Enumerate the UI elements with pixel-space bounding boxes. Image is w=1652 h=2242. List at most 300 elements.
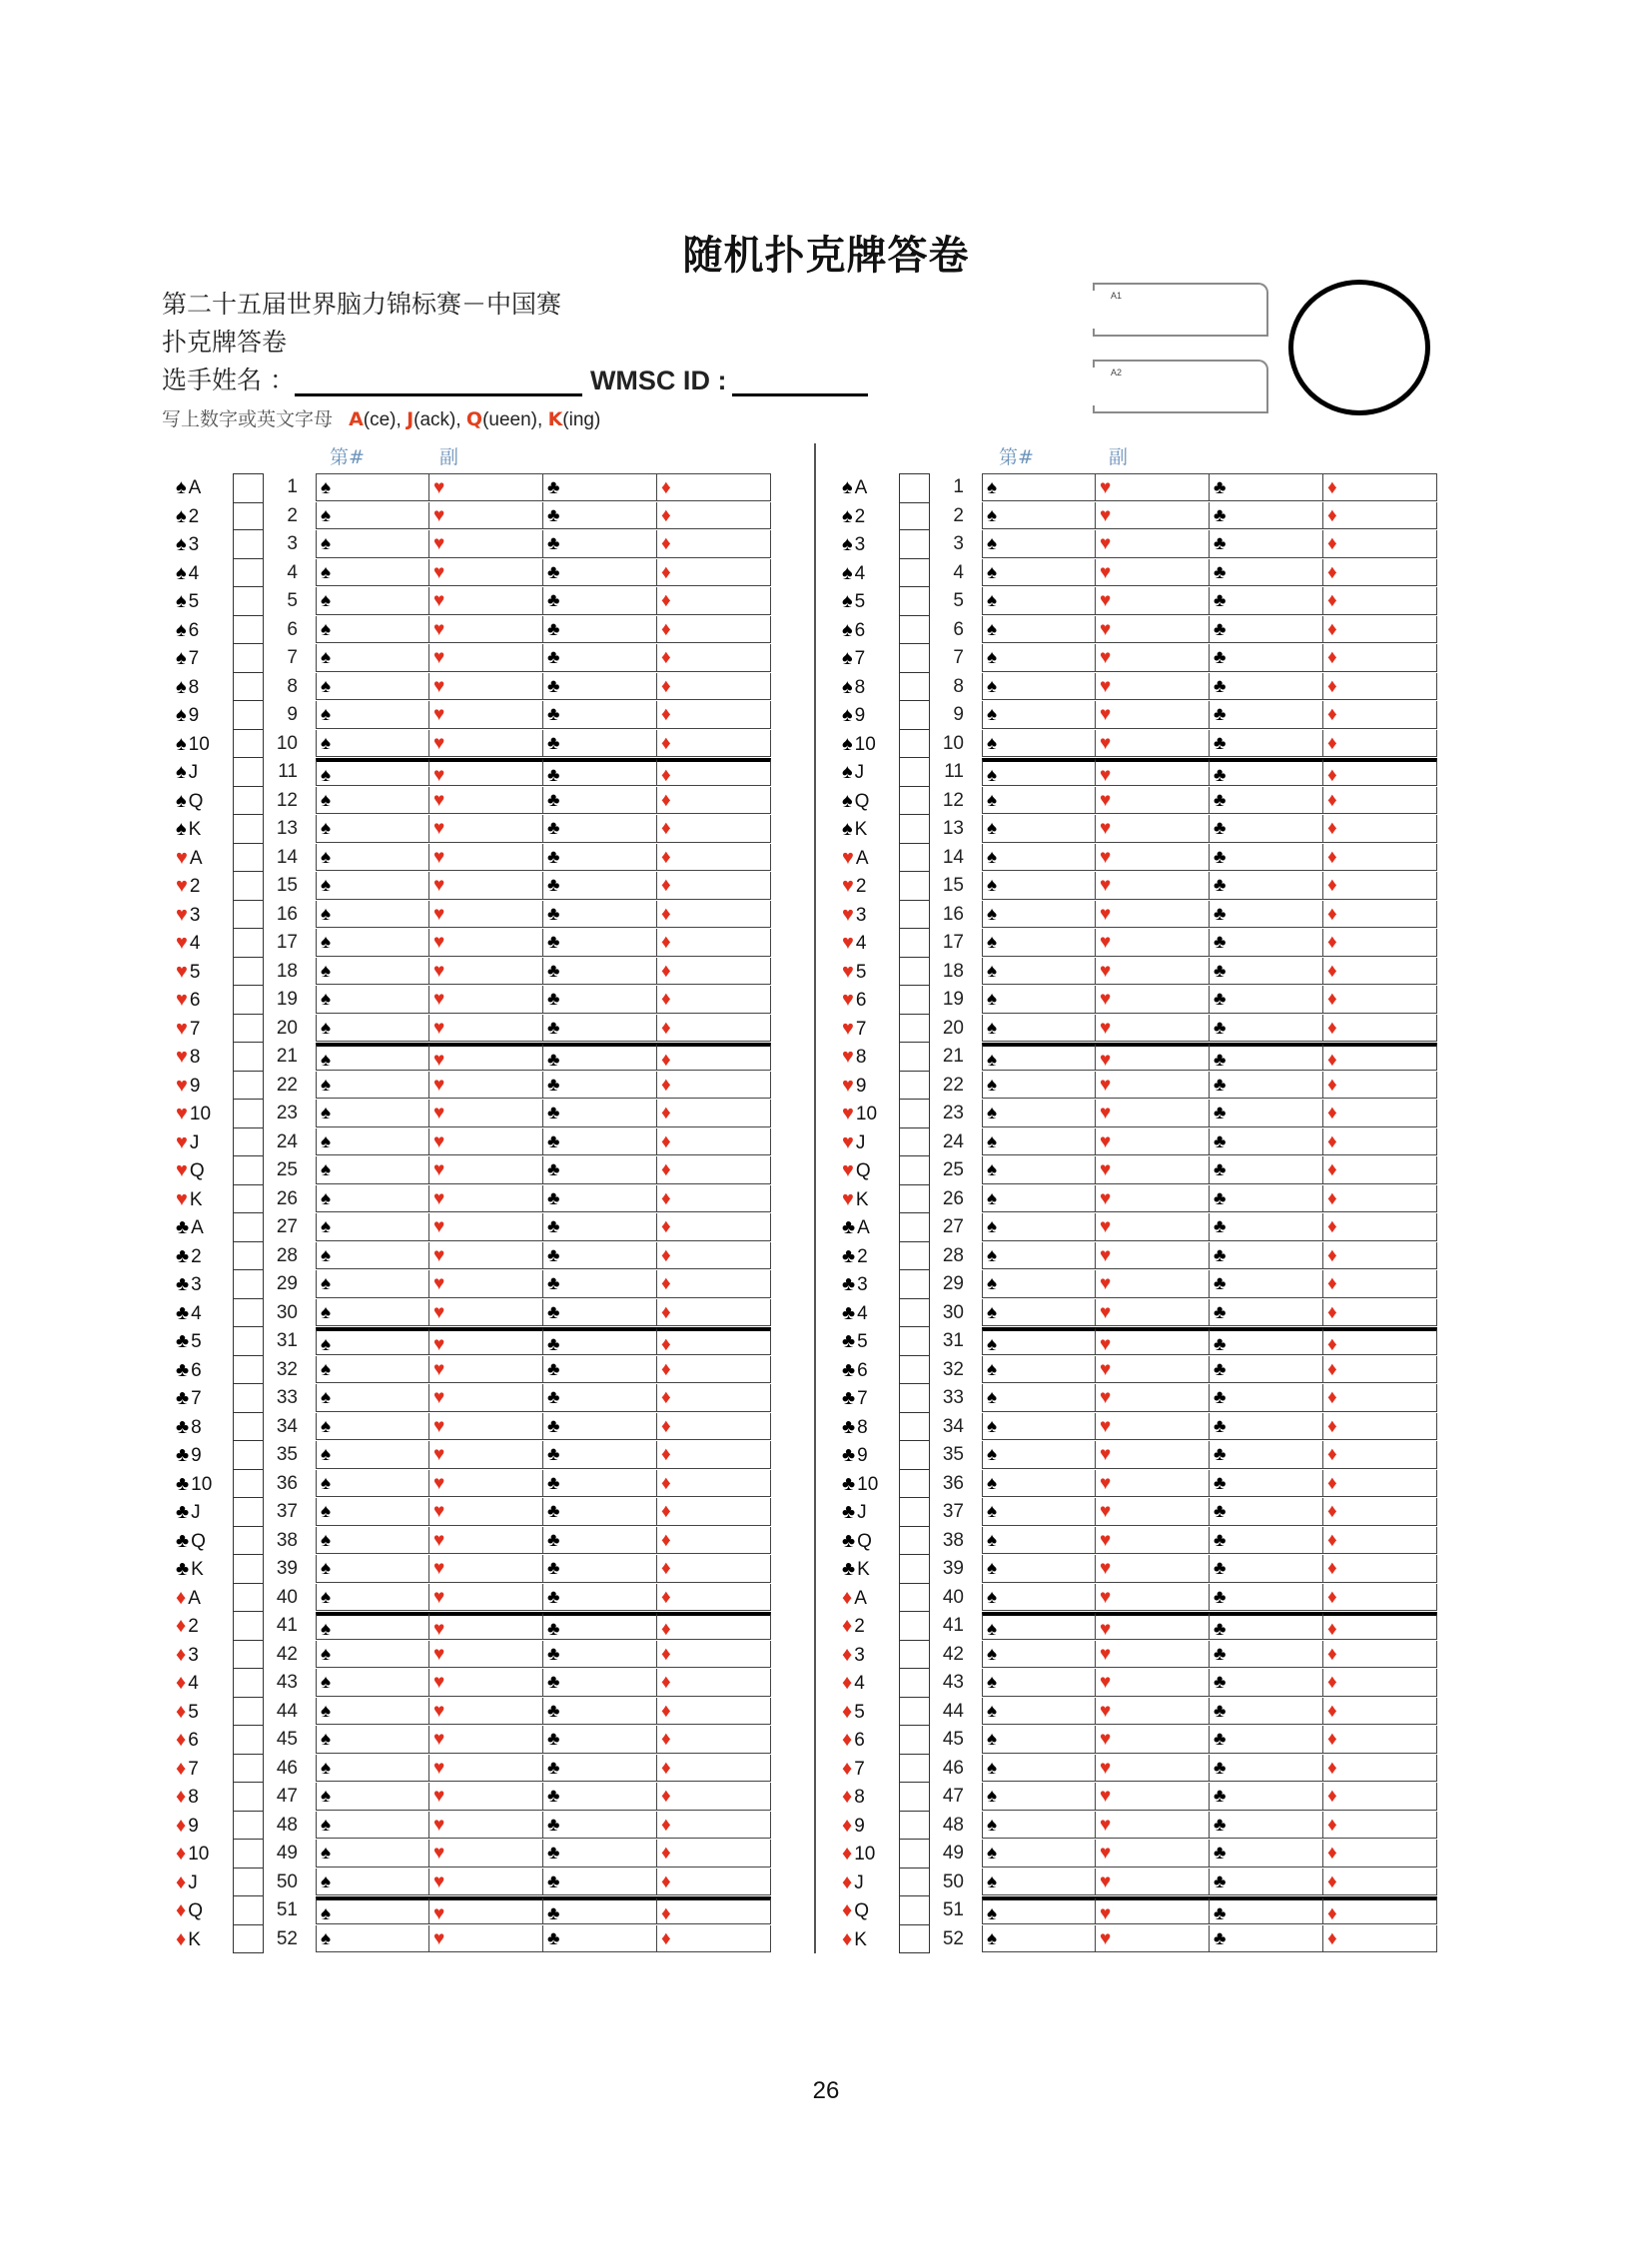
answer-cell-diamond[interactable]: [1323, 787, 1437, 815]
answer-cell-club[interactable]: [543, 473, 657, 501]
answer-cell-heart[interactable]: [1096, 587, 1210, 615]
answer-cell-diamond[interactable]: [1323, 1185, 1437, 1213]
answer-cell-club[interactable]: [1210, 587, 1323, 615]
answer-cell-spade[interactable]: [982, 1755, 1096, 1783]
answer-cell-spade[interactable]: [982, 901, 1096, 929]
answer-cell-heart[interactable]: [429, 1669, 543, 1697]
answer-cell-spade[interactable]: [982, 1299, 1096, 1327]
answer-cell-spade[interactable]: [982, 673, 1096, 701]
answer-cell-club[interactable]: [543, 1356, 657, 1384]
answer-cell-club[interactable]: [1210, 1527, 1323, 1555]
answer-cell-club[interactable]: [543, 787, 657, 815]
answer-cell-heart[interactable]: [429, 1213, 543, 1241]
answer-cell-club[interactable]: [543, 1299, 657, 1327]
answer-cell-heart[interactable]: [429, 502, 543, 530]
answer-cell-club[interactable]: [543, 1868, 657, 1896]
answer-cell-club[interactable]: [1210, 1413, 1323, 1441]
answer-cell-spade[interactable]: [316, 1612, 429, 1640]
answer-cell-diamond[interactable]: [657, 730, 771, 758]
answer-cell-heart[interactable]: [429, 1299, 543, 1327]
answer-cell-spade[interactable]: [982, 1470, 1096, 1498]
answer-cell-spade[interactable]: [316, 1527, 429, 1555]
answer-cell-heart[interactable]: [1096, 1698, 1210, 1726]
answer-cell-spade[interactable]: [316, 1755, 429, 1783]
answer-cell-spade[interactable]: [316, 787, 429, 815]
answer-cell-heart[interactable]: [1096, 1327, 1210, 1355]
answer-cell-heart[interactable]: [1096, 1072, 1210, 1100]
answer-cell-diamond[interactable]: [1323, 730, 1437, 758]
answer-cell-spade[interactable]: [982, 1896, 1096, 1924]
answer-cell-club[interactable]: [543, 1470, 657, 1498]
answer-cell-spade[interactable]: [982, 1612, 1096, 1640]
answer-cell-diamond[interactable]: [657, 1356, 771, 1384]
answer-cell-club[interactable]: [1210, 844, 1323, 872]
answer-cell-heart[interactable]: [1096, 1242, 1210, 1270]
answer-cell-club[interactable]: [543, 1128, 657, 1156]
answer-cell-spade[interactable]: [982, 1043, 1096, 1071]
answer-cell-diamond[interactable]: [657, 559, 771, 587]
answer-cell-heart[interactable]: [429, 1384, 543, 1412]
answer-cell-spade[interactable]: [982, 1812, 1096, 1840]
answer-cell-spade[interactable]: [982, 1213, 1096, 1241]
answer-cell-diamond[interactable]: [657, 1213, 771, 1241]
answer-cell-club[interactable]: [543, 758, 657, 786]
answer-cell-diamond[interactable]: [1323, 1043, 1437, 1071]
answer-cell-club[interactable]: [543, 587, 657, 615]
answer-cell-club[interactable]: [1210, 1925, 1323, 1953]
answer-cell-diamond[interactable]: [657, 1925, 771, 1953]
answer-cell-spade[interactable]: [982, 701, 1096, 729]
answer-cell-spade[interactable]: [982, 844, 1096, 872]
answer-cell-diamond[interactable]: [1323, 1840, 1437, 1868]
answer-cell-heart[interactable]: [429, 1641, 543, 1669]
answer-cell-diamond[interactable]: [657, 1470, 771, 1498]
answer-cell-heart[interactable]: [1096, 1527, 1210, 1555]
answer-cell-spade[interactable]: [982, 1072, 1096, 1100]
answer-cell-diamond[interactable]: [657, 1384, 771, 1412]
answer-cell-spade[interactable]: [982, 929, 1096, 957]
answer-cell-diamond[interactable]: [657, 1726, 771, 1754]
answer-cell-diamond[interactable]: [1323, 1584, 1437, 1612]
answer-cell-club[interactable]: [543, 1015, 657, 1043]
answer-cell-diamond[interactable]: [657, 1100, 771, 1127]
answer-cell-club[interactable]: [543, 901, 657, 929]
answer-cell-spade[interactable]: [316, 616, 429, 644]
answer-cell-diamond[interactable]: [1323, 1327, 1437, 1355]
answer-cell-spade[interactable]: [316, 1015, 429, 1043]
answer-cell-heart[interactable]: [429, 758, 543, 786]
answer-cell-heart[interactable]: [429, 730, 543, 758]
answer-cell-heart[interactable]: [1096, 559, 1210, 587]
answer-cell-spade[interactable]: [982, 1641, 1096, 1669]
answer-cell-spade[interactable]: [982, 1555, 1096, 1583]
answer-cell-diamond[interactable]: [657, 901, 771, 929]
answer-cell-diamond[interactable]: [657, 1783, 771, 1811]
answer-cell-heart[interactable]: [1096, 1441, 1210, 1469]
answer-cell-spade[interactable]: [982, 587, 1096, 615]
answer-cell-club[interactable]: [543, 1100, 657, 1127]
answer-cell-heart[interactable]: [1096, 1555, 1210, 1583]
answer-cell-spade[interactable]: [982, 1441, 1096, 1469]
answer-cell-heart[interactable]: [429, 644, 543, 672]
answer-cell-club[interactable]: [1210, 1726, 1323, 1754]
answer-cell-heart[interactable]: [429, 673, 543, 701]
answer-cell-heart[interactable]: [1096, 673, 1210, 701]
answer-cell-spade[interactable]: [982, 1925, 1096, 1953]
answer-cell-diamond[interactable]: [657, 1242, 771, 1270]
answer-cell-diamond[interactable]: [657, 1043, 771, 1071]
answer-cell-spade[interactable]: [982, 1327, 1096, 1355]
answer-cell-diamond[interactable]: [657, 644, 771, 672]
answer-cell-spade[interactable]: [316, 1925, 429, 1953]
answer-cell-heart[interactable]: [429, 701, 543, 729]
answer-cell-club[interactable]: [543, 616, 657, 644]
answer-cell-spade[interactable]: [982, 1384, 1096, 1412]
answer-cell-spade[interactable]: [316, 1384, 429, 1412]
answer-cell-spade[interactable]: [982, 1498, 1096, 1526]
answer-cell-club[interactable]: [1210, 1840, 1323, 1868]
answer-cell-club[interactable]: [1210, 1698, 1323, 1726]
answer-cell-diamond[interactable]: [1323, 1698, 1437, 1726]
answer-cell-heart[interactable]: [429, 1470, 543, 1498]
answer-cell-club[interactable]: [543, 1584, 657, 1612]
answer-cell-heart[interactable]: [429, 872, 543, 900]
answer-cell-heart[interactable]: [1096, 1498, 1210, 1526]
answer-cell-spade[interactable]: [982, 473, 1096, 501]
answer-cell-spade[interactable]: [316, 1100, 429, 1127]
answer-cell-club[interactable]: [543, 1726, 657, 1754]
answer-cell-club[interactable]: [543, 1669, 657, 1697]
answer-cell-diamond[interactable]: [657, 1498, 771, 1526]
answer-cell-club[interactable]: [543, 1156, 657, 1184]
answer-cell-heart[interactable]: [429, 958, 543, 986]
answer-cell-diamond[interactable]: [1323, 1299, 1437, 1327]
answer-cell-spade[interactable]: [982, 1527, 1096, 1555]
answer-cell-diamond[interactable]: [657, 1896, 771, 1924]
answer-cell-diamond[interactable]: [1323, 1868, 1437, 1896]
answer-cell-diamond[interactable]: [1323, 1669, 1437, 1697]
answer-cell-club[interactable]: [543, 958, 657, 986]
answer-cell-heart[interactable]: [429, 1698, 543, 1726]
answer-cell-diamond[interactable]: [1323, 872, 1437, 900]
answer-cell-heart[interactable]: [1096, 1726, 1210, 1754]
answer-cell-heart[interactable]: [429, 1441, 543, 1469]
answer-cell-spade[interactable]: [982, 1185, 1096, 1213]
answer-cell-club[interactable]: [1210, 1498, 1323, 1526]
answer-cell-club[interactable]: [1210, 1669, 1323, 1697]
answer-cell-spade[interactable]: [982, 787, 1096, 815]
answer-cell-spade[interactable]: [316, 1641, 429, 1669]
answer-cell-heart[interactable]: [1096, 1755, 1210, 1783]
answer-cell-spade[interactable]: [316, 1726, 429, 1754]
answer-cell-heart[interactable]: [429, 1015, 543, 1043]
answer-cell-diamond[interactable]: [1323, 958, 1437, 986]
answer-cell-heart[interactable]: [429, 473, 543, 501]
answer-cell-club[interactable]: [543, 701, 657, 729]
answer-cell-diamond[interactable]: [657, 1840, 771, 1868]
answer-cell-club[interactable]: [543, 1641, 657, 1669]
answer-cell-diamond[interactable]: [1323, 1925, 1437, 1953]
answer-cell-heart[interactable]: [1096, 1299, 1210, 1327]
answer-cell-spade[interactable]: [982, 1413, 1096, 1441]
answer-cell-spade[interactable]: [982, 1840, 1096, 1868]
answer-cell-heart[interactable]: [1096, 1840, 1210, 1868]
answer-cell-heart[interactable]: [1096, 1812, 1210, 1840]
answer-cell-diamond[interactable]: [657, 986, 771, 1014]
answer-cell-spade[interactable]: [316, 1498, 429, 1526]
answer-cell-spade[interactable]: [316, 844, 429, 872]
answer-cell-heart[interactable]: [1096, 1413, 1210, 1441]
answer-cell-club[interactable]: [1210, 958, 1323, 986]
answer-cell-diamond[interactable]: [657, 1669, 771, 1697]
answer-cell-heart[interactable]: [1096, 901, 1210, 929]
answer-cell-heart[interactable]: [1096, 616, 1210, 644]
answer-cell-spade[interactable]: [316, 815, 429, 843]
answer-cell-diamond[interactable]: [1323, 1896, 1437, 1924]
answer-cell-diamond[interactable]: [657, 1072, 771, 1100]
answer-cell-spade[interactable]: [316, 644, 429, 672]
answer-cell-diamond[interactable]: [657, 1327, 771, 1355]
answer-cell-spade[interactable]: [316, 1213, 429, 1241]
answer-cell-club[interactable]: [1210, 1755, 1323, 1783]
answer-cell-club[interactable]: [543, 1527, 657, 1555]
answer-cell-club[interactable]: [543, 815, 657, 843]
answer-cell-heart[interactable]: [1096, 1783, 1210, 1811]
answer-cell-spade[interactable]: [982, 559, 1096, 587]
answer-cell-spade[interactable]: [316, 1356, 429, 1384]
answer-cell-diamond[interactable]: [657, 587, 771, 615]
answer-cell-spade[interactable]: [982, 530, 1096, 558]
answer-cell-heart[interactable]: [429, 929, 543, 957]
answer-cell-heart[interactable]: [1096, 958, 1210, 986]
answer-cell-heart[interactable]: [429, 1612, 543, 1640]
answer-cell-diamond[interactable]: [657, 844, 771, 872]
answer-cell-club[interactable]: [1210, 1783, 1323, 1811]
answer-cell-heart[interactable]: [1096, 502, 1210, 530]
answer-cell-club[interactable]: [1210, 929, 1323, 957]
answer-cell-diamond[interactable]: [1323, 1213, 1437, 1241]
answer-cell-club[interactable]: [1210, 758, 1323, 786]
answer-cell-heart[interactable]: [1096, 730, 1210, 758]
answer-cell-club[interactable]: [1210, 1213, 1323, 1241]
answer-cell-diamond[interactable]: [1323, 1555, 1437, 1583]
answer-cell-heart[interactable]: [429, 986, 543, 1014]
answer-cell-spade[interactable]: [982, 1783, 1096, 1811]
answer-cell-diamond[interactable]: [657, 1527, 771, 1555]
answer-cell-diamond[interactable]: [1323, 1015, 1437, 1043]
answer-cell-diamond[interactable]: [1323, 1270, 1437, 1298]
answer-cell-club[interactable]: [1210, 1896, 1323, 1924]
answer-cell-spade[interactable]: [982, 1584, 1096, 1612]
answer-cell-club[interactable]: [1210, 473, 1323, 501]
answer-cell-spade[interactable]: [982, 1270, 1096, 1298]
answer-cell-heart[interactable]: [1096, 758, 1210, 786]
answer-cell-club[interactable]: [543, 844, 657, 872]
answer-cell-club[interactable]: [1210, 1270, 1323, 1298]
answer-cell-spade[interactable]: [316, 758, 429, 786]
answer-cell-diamond[interactable]: [1323, 530, 1437, 558]
answer-cell-diamond[interactable]: [657, 1128, 771, 1156]
answer-cell-diamond[interactable]: [657, 1299, 771, 1327]
answer-cell-heart[interactable]: [429, 1327, 543, 1355]
answer-cell-club[interactable]: [543, 1242, 657, 1270]
answer-cell-diamond[interactable]: [657, 1641, 771, 1669]
answer-cell-club[interactable]: [1210, 1356, 1323, 1384]
answer-cell-heart[interactable]: [429, 1498, 543, 1526]
answer-cell-diamond[interactable]: [1323, 1156, 1437, 1184]
answer-cell-heart[interactable]: [429, 787, 543, 815]
answer-cell-club[interactable]: [543, 1812, 657, 1840]
answer-cell-diamond[interactable]: [657, 1698, 771, 1726]
answer-cell-club[interactable]: [1210, 1555, 1323, 1583]
answer-cell-club[interactable]: [1210, 502, 1323, 530]
answer-cell-heart[interactable]: [429, 1413, 543, 1441]
answer-cell-club[interactable]: [1210, 986, 1323, 1014]
answer-cell-club[interactable]: [543, 644, 657, 672]
answer-cell-diamond[interactable]: [1323, 1755, 1437, 1783]
answer-cell-spade[interactable]: [982, 872, 1096, 900]
answer-cell-spade[interactable]: [982, 1726, 1096, 1754]
answer-cell-heart[interactable]: [1096, 1896, 1210, 1924]
answer-cell-spade[interactable]: [316, 872, 429, 900]
answer-cell-diamond[interactable]: [657, 1584, 771, 1612]
answer-cell-diamond[interactable]: [657, 530, 771, 558]
answer-cell-heart[interactable]: [429, 1584, 543, 1612]
answer-cell-heart[interactable]: [429, 1043, 543, 1071]
answer-cell-club[interactable]: [543, 1698, 657, 1726]
answer-cell-diamond[interactable]: [1323, 1726, 1437, 1754]
answer-cell-diamond[interactable]: [1323, 901, 1437, 929]
answer-cell-diamond[interactable]: [1323, 815, 1437, 843]
answer-cell-heart[interactable]: [1096, 1470, 1210, 1498]
answer-cell-spade[interactable]: [982, 1242, 1096, 1270]
answer-cell-club[interactable]: [543, 1555, 657, 1583]
answer-cell-spade[interactable]: [316, 1698, 429, 1726]
score-box-a2[interactable]: [1093, 360, 1268, 413]
answer-cell-diamond[interactable]: [657, 1156, 771, 1184]
answer-cell-club[interactable]: [1210, 1015, 1323, 1043]
answer-cell-heart[interactable]: [1096, 1128, 1210, 1156]
answer-cell-diamond[interactable]: [1323, 986, 1437, 1014]
answer-cell-diamond[interactable]: [1323, 1612, 1437, 1640]
answer-cell-spade[interactable]: [982, 1356, 1096, 1384]
answer-cell-club[interactable]: [543, 1413, 657, 1441]
answer-cell-diamond[interactable]: [1323, 1356, 1437, 1384]
answer-cell-heart[interactable]: [429, 1783, 543, 1811]
answer-cell-spade[interactable]: [316, 1896, 429, 1924]
answer-cell-diamond[interactable]: [657, 872, 771, 900]
answer-cell-heart[interactable]: [429, 1356, 543, 1384]
score-box-a1[interactable]: [1093, 283, 1268, 337]
answer-cell-heart[interactable]: [1096, 1015, 1210, 1043]
answer-cell-spade[interactable]: [316, 1299, 429, 1327]
answer-cell-heart[interactable]: [429, 815, 543, 843]
answer-cell-club[interactable]: [543, 872, 657, 900]
answer-cell-club[interactable]: [543, 1441, 657, 1469]
answer-cell-spade[interactable]: [316, 1555, 429, 1583]
answer-cell-club[interactable]: [1210, 872, 1323, 900]
answer-cell-spade[interactable]: [982, 958, 1096, 986]
answer-cell-spade[interactable]: [316, 673, 429, 701]
answer-cell-spade[interactable]: [316, 1156, 429, 1184]
answer-cell-diamond[interactable]: [1323, 1527, 1437, 1555]
answer-cell-heart[interactable]: [429, 1270, 543, 1298]
answer-cell-heart[interactable]: [1096, 1641, 1210, 1669]
answer-cell-heart[interactable]: [429, 1185, 543, 1213]
answer-cell-diamond[interactable]: [1323, 1470, 1437, 1498]
answer-cell-diamond[interactable]: [657, 673, 771, 701]
answer-cell-diamond[interactable]: [657, 701, 771, 729]
answer-cell-spade[interactable]: [982, 502, 1096, 530]
answer-cell-spade[interactable]: [316, 1327, 429, 1355]
answer-cell-heart[interactable]: [1096, 1925, 1210, 1953]
answer-cell-club[interactable]: [1210, 1299, 1323, 1327]
name-field[interactable]: [295, 368, 582, 396]
answer-cell-diamond[interactable]: [657, 473, 771, 501]
answer-cell-heart[interactable]: [1096, 644, 1210, 672]
answer-cell-heart[interactable]: [1096, 1185, 1210, 1213]
answer-cell-spade[interactable]: [316, 1043, 429, 1071]
answer-cell-heart[interactable]: [429, 1755, 543, 1783]
answer-cell-club[interactable]: [543, 1755, 657, 1783]
answer-cell-club[interactable]: [1210, 616, 1323, 644]
answer-cell-heart[interactable]: [429, 1555, 543, 1583]
answer-cell-diamond[interactable]: [657, 1755, 771, 1783]
wmsc-id-field[interactable]: [732, 368, 868, 396]
answer-cell-heart[interactable]: [429, 1812, 543, 1840]
answer-cell-club[interactable]: [1210, 1584, 1323, 1612]
answer-cell-diamond[interactable]: [657, 1441, 771, 1469]
answer-cell-club[interactable]: [543, 1783, 657, 1811]
answer-cell-club[interactable]: [543, 730, 657, 758]
answer-cell-heart[interactable]: [1096, 1669, 1210, 1697]
answer-cell-diamond[interactable]: [1323, 1100, 1437, 1127]
answer-cell-spade[interactable]: [316, 1072, 429, 1100]
answer-cell-spade[interactable]: [316, 901, 429, 929]
answer-cell-club[interactable]: [1210, 901, 1323, 929]
answer-cell-heart[interactable]: [429, 1072, 543, 1100]
answer-cell-spade[interactable]: [982, 1698, 1096, 1726]
answer-cell-spade[interactable]: [982, 1669, 1096, 1697]
answer-cell-spade[interactable]: [982, 1128, 1096, 1156]
answer-cell-diamond[interactable]: [1323, 1441, 1437, 1469]
answer-cell-club[interactable]: [1210, 1072, 1323, 1100]
answer-cell-spade[interactable]: [982, 730, 1096, 758]
answer-cell-spade[interactable]: [982, 986, 1096, 1014]
answer-cell-club[interactable]: [543, 1896, 657, 1924]
answer-cell-heart[interactable]: [1096, 815, 1210, 843]
answer-cell-club[interactable]: [1210, 530, 1323, 558]
answer-cell-spade[interactable]: [316, 1185, 429, 1213]
answer-cell-spade[interactable]: [316, 530, 429, 558]
score-circle[interactable]: [1288, 280, 1430, 415]
answer-cell-diamond[interactable]: [1323, 1128, 1437, 1156]
answer-cell-heart[interactable]: [429, 901, 543, 929]
answer-cell-club[interactable]: [543, 530, 657, 558]
answer-cell-diamond[interactable]: [1323, 1812, 1437, 1840]
answer-cell-heart[interactable]: [429, 616, 543, 644]
answer-cell-spade[interactable]: [316, 730, 429, 758]
answer-cell-heart[interactable]: [429, 844, 543, 872]
answer-cell-club[interactable]: [543, 502, 657, 530]
answer-cell-diamond[interactable]: [657, 616, 771, 644]
answer-cell-club[interactable]: [1210, 1242, 1323, 1270]
answer-cell-club[interactable]: [1210, 1128, 1323, 1156]
answer-cell-club[interactable]: [1210, 1641, 1323, 1669]
answer-cell-spade[interactable]: [316, 1470, 429, 1498]
answer-cell-club[interactable]: [1210, 730, 1323, 758]
answer-cell-spade[interactable]: [316, 986, 429, 1014]
